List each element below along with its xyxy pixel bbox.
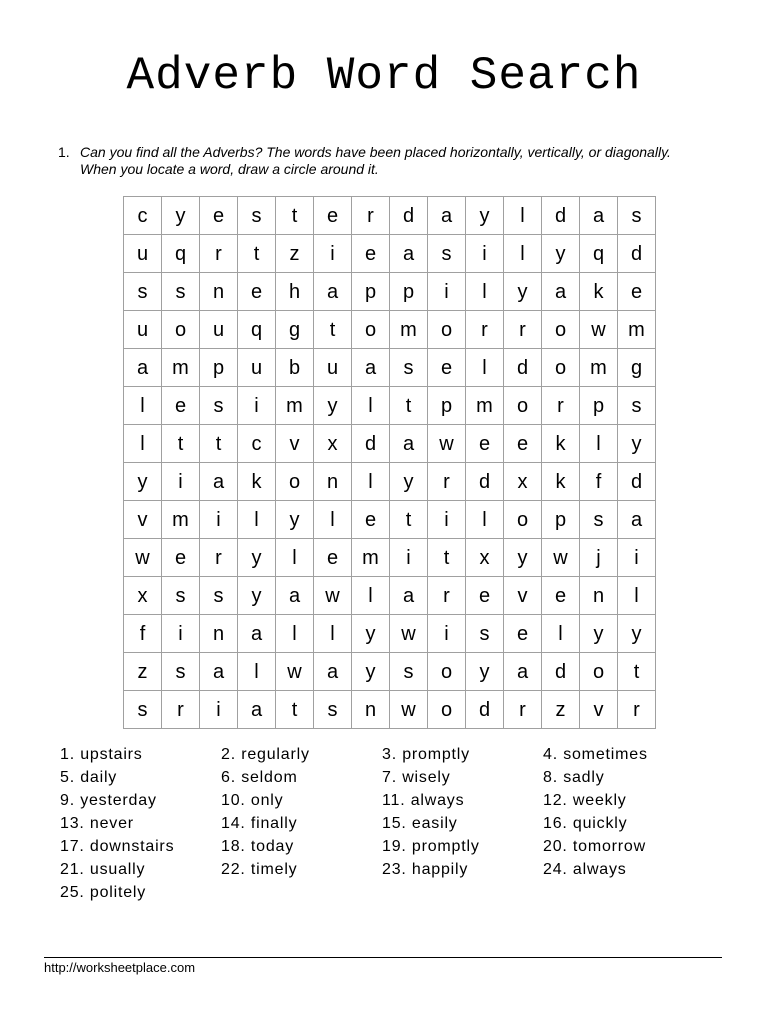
grid-cell[interactable]: p — [390, 273, 428, 311]
grid-cell[interactable]: w — [390, 615, 428, 653]
grid-cell[interactable]: y — [238, 539, 276, 577]
grid-cell[interactable]: l — [352, 463, 390, 501]
grid-row — [124, 235, 656, 273]
grid-row — [124, 615, 656, 653]
grid-cell[interactable]: o — [428, 653, 466, 691]
grid-cell[interactable]: o — [428, 691, 466, 729]
grid-cell[interactable]: e — [618, 273, 656, 311]
instruction-text: Can you find all the Adverbs? The words have been placed horizontally, vertically, or diagonally. When you locate a word, draw a circle around it. — [80, 144, 671, 177]
word-list-item: 25. politely — [60, 884, 147, 901]
grid-row — [124, 691, 656, 729]
grid-row — [124, 501, 656, 539]
grid-cell[interactable]: o — [580, 653, 618, 691]
grid-cell[interactable]: u — [200, 311, 238, 349]
grid-cell[interactable]: i — [428, 615, 466, 653]
grid-cell[interactable]: d — [542, 653, 580, 691]
grid-cell[interactable]: w — [124, 539, 162, 577]
grid-row — [124, 273, 656, 311]
word-list-item: 7. wisely — [382, 769, 451, 786]
grid-cell[interactable]: k — [542, 463, 580, 501]
grid-cell[interactable]: e — [504, 425, 542, 463]
grid-cell[interactable]: s — [124, 691, 162, 729]
grid-cell[interactable]: l — [276, 539, 314, 577]
grid-cell[interactable]: m — [352, 539, 390, 577]
grid-cell[interactable]: o — [276, 463, 314, 501]
grid-row — [124, 653, 656, 691]
grid-cell[interactable]: t — [390, 501, 428, 539]
grid-cell[interactable]: y — [352, 653, 390, 691]
grid-row — [124, 387, 656, 425]
grid-cell[interactable]: u — [314, 349, 352, 387]
grid-cell[interactable]: l — [618, 577, 656, 615]
grid-cell[interactable]: t — [276, 691, 314, 729]
grid-cell[interactable]: u — [124, 311, 162, 349]
grid-cell[interactable]: a — [276, 577, 314, 615]
grid-cell[interactable]: z — [124, 653, 162, 691]
grid-cell[interactable]: m — [580, 349, 618, 387]
grid-cell[interactable]: i — [238, 387, 276, 425]
grid-cell[interactable]: d — [466, 463, 504, 501]
grid-cell[interactable]: r — [162, 691, 200, 729]
grid-cell[interactable]: z — [276, 235, 314, 273]
grid-cell[interactable]: e — [162, 539, 200, 577]
grid-cell[interactable]: a — [238, 691, 276, 729]
grid-cell[interactable]: w — [542, 539, 580, 577]
grid-cell[interactable]: a — [314, 273, 352, 311]
grid-cell[interactable]: m — [466, 387, 504, 425]
grid-cell[interactable]: l — [276, 615, 314, 653]
grid-cell[interactable]: m — [276, 387, 314, 425]
grid-cell[interactable]: d — [618, 235, 656, 273]
grid-cell[interactable]: r — [200, 235, 238, 273]
grid-cell[interactable]: a — [542, 273, 580, 311]
grid-cell[interactable]: u — [124, 235, 162, 273]
grid-cell[interactable]: y — [542, 235, 580, 273]
word-list-item: 4. sometimes — [543, 746, 648, 763]
grid-cell[interactable]: s — [124, 273, 162, 311]
grid-cell[interactable]: o — [504, 387, 542, 425]
grid-row — [124, 539, 656, 577]
grid-cell[interactable]: i — [200, 691, 238, 729]
grid-cell[interactable]: l — [466, 349, 504, 387]
grid-cell[interactable]: f — [124, 615, 162, 653]
grid-cell[interactable]: z — [542, 691, 580, 729]
grid-cell[interactable]: l — [238, 653, 276, 691]
word-list-item: 19. promptly — [382, 838, 480, 855]
grid-cell[interactable]: w — [314, 577, 352, 615]
grid-row — [124, 577, 656, 615]
grid-cell[interactable]: s — [162, 273, 200, 311]
grid-cell[interactable]: e — [352, 501, 390, 539]
grid-cell[interactable]: r — [428, 463, 466, 501]
word-list-item: 9. yesterday — [60, 792, 157, 809]
grid-cell[interactable]: a — [200, 653, 238, 691]
grid-cell[interactable]: l — [466, 273, 504, 311]
grid-cell[interactable]: d — [504, 349, 542, 387]
grid-cell[interactable]: y — [162, 197, 200, 235]
grid-cell[interactable]: e — [352, 235, 390, 273]
grid-cell[interactable]: w — [276, 653, 314, 691]
page-title: Adverb Word Search — [126, 50, 642, 102]
word-list-item: 16. quickly — [543, 815, 628, 832]
grid-cell[interactable]: a — [390, 577, 428, 615]
word-list-item: 5. daily — [60, 769, 118, 786]
grid-cell[interactable]: o — [542, 349, 580, 387]
grid-cell[interactable]: r — [428, 577, 466, 615]
word-list-item: 8. sadly — [543, 769, 605, 786]
grid-cell[interactable]: a — [618, 501, 656, 539]
grid-cell[interactable]: i — [618, 539, 656, 577]
grid-cell[interactable]: a — [238, 615, 276, 653]
grid-cell[interactable]: t — [276, 197, 314, 235]
grid-cell[interactable]: t — [618, 653, 656, 691]
grid-cell[interactable]: x — [504, 463, 542, 501]
grid-cell[interactable]: n — [352, 691, 390, 729]
grid-cell[interactable]: r — [200, 539, 238, 577]
grid-cell[interactable]: n — [314, 463, 352, 501]
grid-cell[interactable]: x — [124, 577, 162, 615]
grid-cell[interactable]: d — [352, 425, 390, 463]
grid-cell[interactable]: q — [580, 235, 618, 273]
grid-cell[interactable]: o — [352, 311, 390, 349]
grid-cell[interactable]: p — [580, 387, 618, 425]
word-list-item: 12. weekly — [543, 792, 627, 809]
word-list-item: 22. timely — [221, 861, 298, 878]
grid-cell[interactable]: g — [276, 311, 314, 349]
grid-cell[interactable]: y — [124, 463, 162, 501]
grid-cell[interactable]: o — [504, 501, 542, 539]
grid-cell[interactable]: w — [580, 311, 618, 349]
grid-cell[interactable]: v — [276, 425, 314, 463]
word-list-item: 18. today — [221, 838, 295, 855]
instructions — [58, 144, 698, 178]
grid-cell[interactable]: r — [504, 691, 542, 729]
grid-cell[interactable]: j — [580, 539, 618, 577]
grid-cell[interactable]: v — [580, 691, 618, 729]
grid-cell[interactable]: k — [580, 273, 618, 311]
grid-cell[interactable]: b — [276, 349, 314, 387]
grid-cell[interactable]: y — [276, 501, 314, 539]
grid-cell[interactable]: i — [200, 501, 238, 539]
grid-cell[interactable]: u — [238, 349, 276, 387]
grid-cell[interactable]: w — [390, 691, 428, 729]
grid-cell[interactable]: f — [580, 463, 618, 501]
grid-cell[interactable]: a — [390, 235, 428, 273]
grid-cell[interactable]: d — [542, 197, 580, 235]
grid-row — [124, 349, 656, 387]
grid-cell[interactable]: t — [162, 425, 200, 463]
grid-cell[interactable]: s — [618, 197, 656, 235]
grid-cell[interactable]: s — [390, 349, 428, 387]
word-list-item: 21. usually — [60, 861, 146, 878]
grid-cell[interactable]: t — [314, 311, 352, 349]
grid-cell[interactable]: y — [238, 577, 276, 615]
grid-cell[interactable]: s — [314, 691, 352, 729]
grid-cell[interactable]: l — [580, 425, 618, 463]
grid-cell[interactable]: k — [238, 463, 276, 501]
grid-cell[interactable]: i — [428, 501, 466, 539]
grid-cell[interactable]: i — [428, 273, 466, 311]
grid-cell[interactable]: e — [162, 387, 200, 425]
grid-cell[interactable]: n — [200, 615, 238, 653]
word-list-item: 17. downstairs — [60, 838, 175, 855]
grid-cell[interactable]: e — [200, 197, 238, 235]
grid-cell[interactable]: p — [200, 349, 238, 387]
grid-cell[interactable]: y — [466, 197, 504, 235]
word-list-item: 14. finally — [221, 815, 298, 832]
grid-cell[interactable]: l — [542, 615, 580, 653]
grid-cell[interactable]: y — [352, 615, 390, 653]
grid-cell[interactable]: a — [504, 653, 542, 691]
word-list-item: 6. seldom — [221, 769, 298, 786]
grid-cell[interactable]: l — [238, 501, 276, 539]
grid-cell[interactable]: e — [542, 577, 580, 615]
grid-cell[interactable]: a — [124, 349, 162, 387]
grid-cell[interactable]: e — [466, 425, 504, 463]
grid-cell[interactable]: a — [352, 349, 390, 387]
grid-cell[interactable]: n — [200, 273, 238, 311]
word-list-item: 3. promptly — [382, 746, 470, 763]
grid-cell[interactable]: l — [352, 577, 390, 615]
word-list-item: 10. only — [221, 792, 284, 809]
grid-cell[interactable]: v — [124, 501, 162, 539]
word-list-item: 24. always — [543, 861, 627, 878]
grid-cell[interactable]: s — [580, 501, 618, 539]
grid-cell[interactable]: r — [618, 691, 656, 729]
grid-cell[interactable]: y — [618, 615, 656, 653]
grid-cell[interactable]: r — [466, 311, 504, 349]
word-list-item: 13. never — [60, 815, 134, 832]
grid-cell[interactable]: a — [314, 653, 352, 691]
word-list-item: 23. happily — [382, 861, 469, 878]
grid-cell[interactable]: m — [162, 349, 200, 387]
grid-cell[interactable]: p — [542, 501, 580, 539]
grid-cell[interactable]: s — [428, 235, 466, 273]
grid-cell[interactable]: k — [542, 425, 580, 463]
grid-cell[interactable]: y — [504, 539, 542, 577]
grid-cell[interactable]: y — [314, 387, 352, 425]
grid-row — [124, 197, 656, 235]
grid-cell[interactable]: i — [314, 235, 352, 273]
instruction-number: 1. — [58, 144, 70, 160]
grid-cell[interactable]: r — [542, 387, 580, 425]
grid-row — [124, 425, 656, 463]
grid-cell[interactable]: l — [466, 501, 504, 539]
grid-cell[interactable]: y — [466, 653, 504, 691]
grid-cell[interactable]: y — [580, 615, 618, 653]
grid-cell[interactable]: l — [124, 425, 162, 463]
grid-cell[interactable]: s — [466, 615, 504, 653]
grid-cell[interactable]: s — [618, 387, 656, 425]
grid-cell[interactable]: m — [618, 311, 656, 349]
grid-cell[interactable]: a — [390, 425, 428, 463]
grid-cell[interactable]: p — [352, 273, 390, 311]
grid-cell[interactable]: d — [618, 463, 656, 501]
grid-cell[interactable]: t — [200, 425, 238, 463]
grid-cell[interactable]: a — [428, 197, 466, 235]
word-list-item: 20. tomorrow — [543, 838, 646, 855]
grid-cell[interactable]: s — [200, 577, 238, 615]
grid-cell[interactable]: w — [428, 425, 466, 463]
grid-cell[interactable]: e — [314, 539, 352, 577]
grid-cell[interactable]: i — [162, 463, 200, 501]
grid-cell[interactable]: a — [580, 197, 618, 235]
grid-cell[interactable]: d — [466, 691, 504, 729]
grid-cell[interactable]: t — [390, 387, 428, 425]
grid-cell[interactable]: o — [428, 311, 466, 349]
grid-cell[interactable]: p — [428, 387, 466, 425]
grid-cell[interactable]: s — [162, 653, 200, 691]
grid-cell[interactable]: d — [390, 197, 428, 235]
grid-cell[interactable]: q — [162, 235, 200, 273]
grid-cell[interactable]: v — [504, 577, 542, 615]
footer-url: http://worksheetplace.com — [44, 960, 196, 975]
grid-cell[interactable]: i — [466, 235, 504, 273]
grid-cell[interactable]: e — [428, 349, 466, 387]
grid-cell[interactable]: o — [542, 311, 580, 349]
footer-divider — [44, 957, 722, 958]
word-search-grid — [123, 196, 656, 729]
grid-cell[interactable]: x — [466, 539, 504, 577]
grid-cell[interactable]: s — [238, 197, 276, 235]
grid-cell[interactable]: r — [352, 197, 390, 235]
grid-cell[interactable]: e — [466, 577, 504, 615]
grid-cell[interactable]: a — [200, 463, 238, 501]
grid-cell[interactable]: s — [390, 653, 428, 691]
grid-cell[interactable]: t — [428, 539, 466, 577]
grid-cell[interactable]: e — [314, 197, 352, 235]
grid-cell[interactable]: s — [162, 577, 200, 615]
grid-cell[interactable]: c — [124, 197, 162, 235]
grid-cell[interactable]: l — [124, 387, 162, 425]
grid-cell[interactable]: y — [618, 425, 656, 463]
grid-cell[interactable]: l — [352, 387, 390, 425]
grid-cell[interactable]: e — [504, 615, 542, 653]
grid-cell[interactable]: x — [314, 425, 352, 463]
grid-cell[interactable]: i — [390, 539, 428, 577]
grid-cell[interactable]: h — [276, 273, 314, 311]
word-list-item: 11. always — [382, 792, 465, 809]
word-list-item: 1. upstairs — [60, 746, 143, 763]
grid-cell[interactable]: i — [162, 615, 200, 653]
word-list-item: 2. regularly — [221, 746, 310, 763]
word-list-item: 15. easily — [382, 815, 458, 832]
grid-row — [124, 463, 656, 501]
grid-cell[interactable]: c — [238, 425, 276, 463]
grid-row — [124, 311, 656, 349]
grid-cell[interactable]: q — [238, 311, 276, 349]
grid-cell[interactable]: l — [314, 615, 352, 653]
grid-cell[interactable]: o — [162, 311, 200, 349]
grid-cell[interactable]: l — [314, 501, 352, 539]
grid-cell[interactable]: m — [390, 311, 428, 349]
grid-cell[interactable]: n — [580, 577, 618, 615]
grid-cell[interactable]: e — [238, 273, 276, 311]
grid-cell[interactable]: m — [162, 501, 200, 539]
grid-cell[interactable]: s — [200, 387, 238, 425]
grid-cell[interactable]: l — [504, 197, 542, 235]
grid-cell[interactable]: y — [504, 273, 542, 311]
word-list — [60, 746, 720, 902]
grid-cell[interactable]: r — [504, 311, 542, 349]
grid-cell[interactable]: t — [238, 235, 276, 273]
grid-cell[interactable]: y — [390, 463, 428, 501]
grid-cell[interactable]: l — [504, 235, 542, 273]
grid-cell[interactable]: g — [618, 349, 656, 387]
